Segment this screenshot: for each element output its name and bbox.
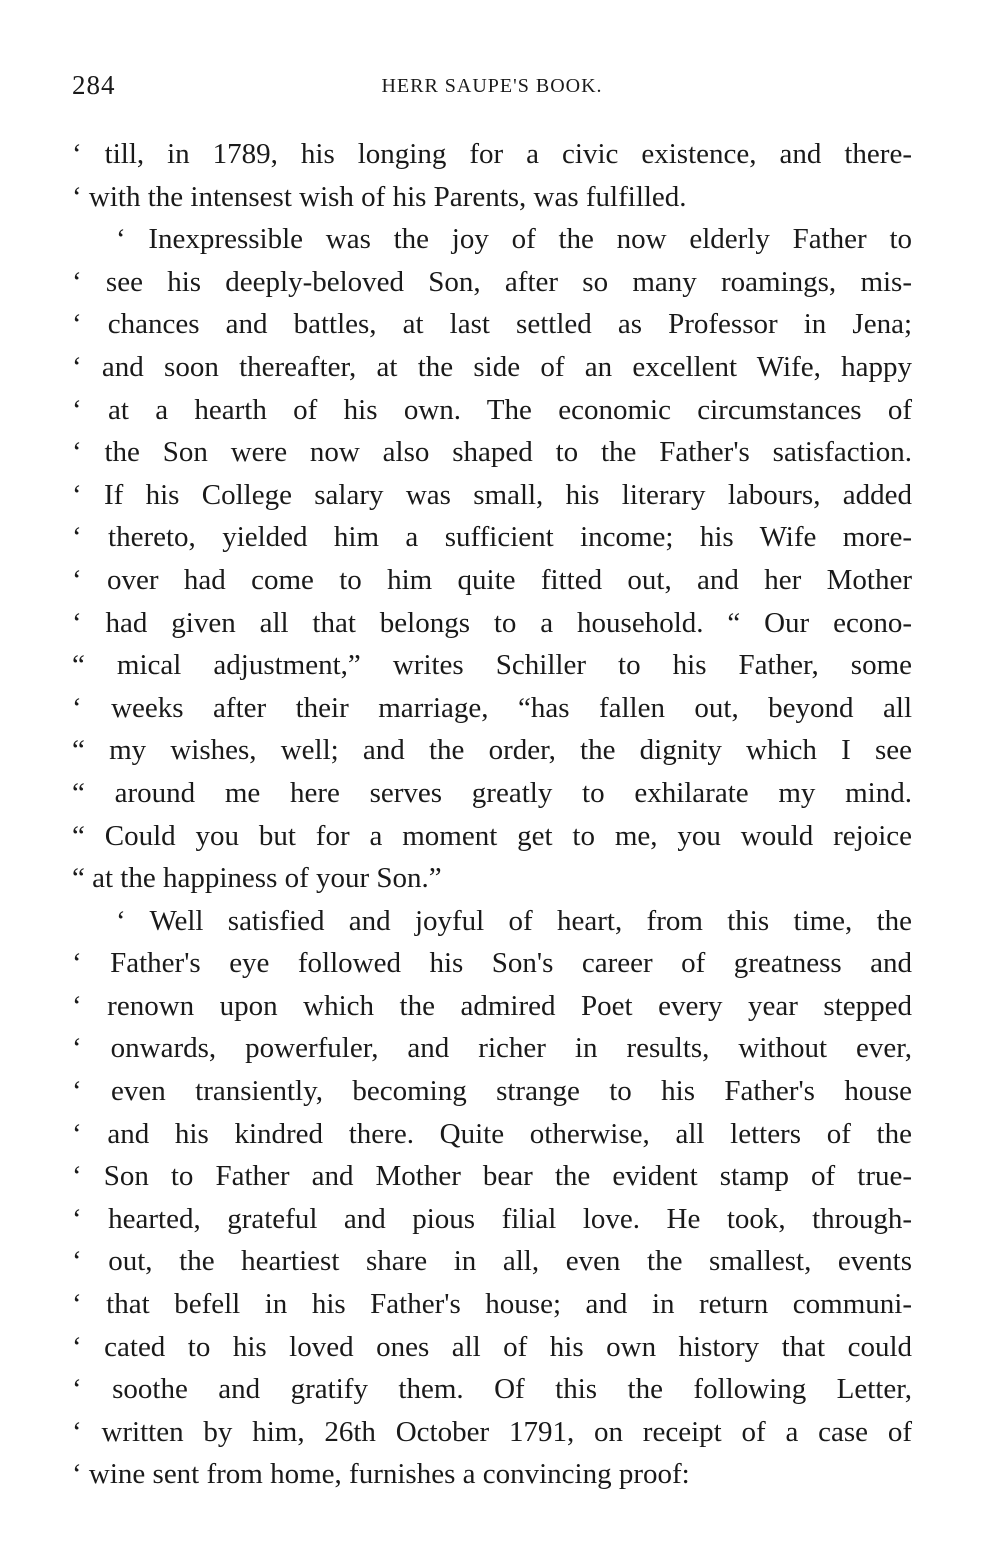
- text-line: ‘ Inexpressible was the joy of the now elderly Father to: [116, 223, 912, 256]
- text-line: “ at the happiness of your Son.”: [72, 862, 442, 895]
- text-line: ‘ Son to Father and Mother bear the evident stamp of true-: [72, 1160, 912, 1193]
- text-line: ‘ had given all that belongs to a household. “ Our econo-: [72, 606, 912, 639]
- text-line: ‘ even transiently, becoming strange to his Father's house: [72, 1075, 912, 1108]
- text-line: ‘ thereto, yielded him a sufficient income; his Wife more-: [72, 521, 912, 554]
- text-line: ‘ hearted, grateful and pious filial love. He took, through-: [72, 1202, 912, 1235]
- text-line: ‘ see his deeply-beloved Son, after so many roamings, mis-: [72, 265, 912, 298]
- text-line: ‘ renown upon which the admired Poet every year stepped: [72, 989, 912, 1022]
- text-line: ‘ and soon thereafter, at the side of an excellent Wife, happy: [72, 350, 912, 383]
- text-line: “ mical adjustment,” writes Schiller to his Father, some: [72, 649, 912, 682]
- page-number: 284: [72, 70, 116, 100]
- text-line: ‘ onwards, powerfuler, and richer in results, without ever,: [72, 1032, 912, 1065]
- text-line: ‘ at a hearth of his own. The economic circumstances of: [72, 393, 912, 426]
- text-line: ‘ out, the heartiest share in all, even the smallest, events: [72, 1245, 912, 1278]
- body-text: [72, 133, 912, 1496]
- text-line: ‘ over had come to him quite fitted out, and her Mother: [72, 563, 912, 596]
- text-line: ‘ till, in 1789, his longing for a civic existence, and there-: [72, 138, 912, 170]
- text-line: ‘ Well satisfied and joyful of heart, from this time, the: [116, 904, 912, 937]
- text-line: ‘ that befell in his Father's house; and in return communi-: [72, 1288, 912, 1321]
- text-line: ‘ wine sent from home, furnishes a convincing proof:: [72, 1458, 690, 1491]
- page-header: [72, 70, 912, 110]
- text-line: ‘ chances and battles, at last settled as Professor in Jena;: [72, 308, 912, 341]
- text-line: ‘ and his kindred there. Quite otherwise, all letters of the: [72, 1117, 912, 1150]
- text-line: “ around me here serves greatly to exhilarate my mind.: [72, 776, 912, 809]
- text-line: ‘ written by him, 26th October 1791, on receipt of a case of: [72, 1415, 912, 1448]
- text-line: ‘ If his College salary was small, his literary labours, added: [72, 478, 912, 511]
- text-line: “ Could you but for a moment get to me, you would rejoice: [72, 819, 912, 852]
- text-line: ‘ cated to his loved ones all of his own history that could: [72, 1330, 912, 1363]
- text-line: ‘ the Son were now also shaped to the Father's satisfaction.: [72, 436, 912, 469]
- text-line: ‘ soothe and gratify them. Of this the following Letter,: [72, 1373, 912, 1406]
- text-line: ‘ weeks after their marriage, “has fallen out, beyond all: [72, 691, 912, 724]
- running-head: HERR SAUPE'S BOOK.: [381, 75, 603, 97]
- text-line: ‘ with the intensest wish of his Parents, was fulfilled.: [72, 180, 687, 213]
- text-line: “ my wishes, well; and the order, the dignity which I see: [72, 734, 912, 767]
- text-line: ‘ Father's eye followed his Son's career of greatness and: [72, 947, 912, 980]
